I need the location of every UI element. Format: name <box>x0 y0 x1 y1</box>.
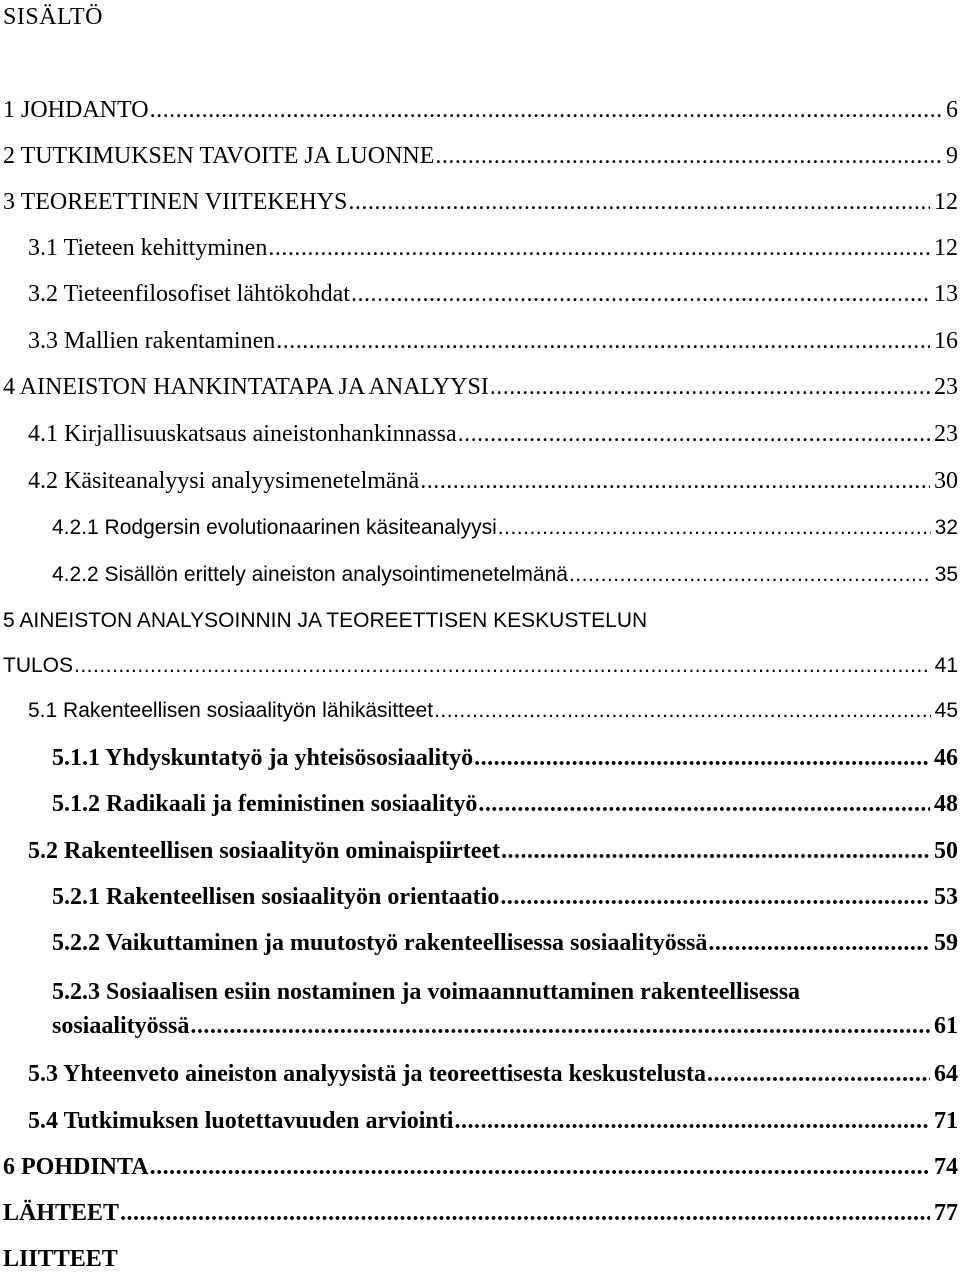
toc-entry-5-1[interactable] <box>28 695 958 727</box>
toc-entry-label: 5.2 Rakenteellisen sosiaalityön ominaispiirteet <box>28 838 500 864</box>
toc-entry-lahteet[interactable] <box>3 1197 958 1229</box>
toc-entry-1[interactable] <box>3 94 958 126</box>
toc-entry-5[interactable] <box>3 605 958 682</box>
dot-leader <box>501 835 930 867</box>
toc-entry-page: 77 <box>934 1200 958 1226</box>
toc-entry-4-2-1[interactable] <box>52 512 958 544</box>
dot-leader <box>276 325 930 357</box>
toc-entry-label: 5.1.1 Yhdyskuntatyö ja yhteisösosiaalityö <box>52 745 474 771</box>
toc-entry-5-4[interactable] <box>28 1105 958 1137</box>
toc-entry-5-3[interactable] <box>28 1058 958 1090</box>
toc-entry-page: 48 <box>934 791 958 817</box>
toc-entry-page: 13 <box>934 281 958 307</box>
toc-entry-label: 3 TEOREETTINEN VIITEKEHYS <box>3 189 348 215</box>
toc-entry-label: 5.3 Yhteenveto aineiston analyysistä ja teoreettisesta keskustelusta <box>28 1061 706 1087</box>
dot-leader <box>348 186 930 218</box>
toc-entry-label: 5.2.1 Rakenteellisen sosiaalityön orientaatio <box>52 884 500 910</box>
toc-entry-3-1[interactable] <box>28 232 958 264</box>
toc-entry-4[interactable] <box>3 371 958 403</box>
toc-entry-label: 3.1 Tieteen kehittyminen <box>28 235 268 261</box>
toc-entry-page: 23 <box>934 374 958 400</box>
toc-entry-label: 5.2.2 Vaikuttaminen ja muutostyö rakenteellisessa sosiaalityössä <box>52 930 708 956</box>
toc-entry-page: 30 <box>934 468 958 494</box>
toc-entry-3-2[interactable] <box>28 278 958 310</box>
toc-entry-5-2-2[interactable] <box>52 927 958 959</box>
toc-entry-page: 23 <box>934 421 958 447</box>
toc-entry-4-1[interactable] <box>28 418 958 450</box>
toc-entry-3[interactable] <box>3 186 958 218</box>
toc-entry-page: 64 <box>934 1061 958 1087</box>
dot-leader <box>498 512 931 544</box>
toc-entry-label: 3.3 Mallien rakentaminen <box>28 328 276 354</box>
toc-entry-label: 4 AINEISTON HANKINTATAPA JA ANALYYSI <box>3 374 489 400</box>
toc-entry-label: 4.1 Kirjallisuuskatsaus aineistonhankinnassa <box>28 421 457 447</box>
dot-leader <box>420 465 930 497</box>
toc-entry-label: 5.1.2 Radikaali ja feministinen sosiaalityö <box>52 791 478 817</box>
dot-leader <box>190 1010 930 1042</box>
dot-leader <box>268 232 930 264</box>
toc-entry-5-2-1[interactable] <box>52 881 958 913</box>
toc-heading: SISÄLTÖ <box>3 4 103 30</box>
dot-leader <box>150 1151 930 1183</box>
toc-entry-6[interactable] <box>3 1151 958 1183</box>
toc-entry-page: 35 <box>934 563 958 586</box>
toc-entry-page: 46 <box>934 745 958 771</box>
toc-entry-label: TULOS <box>3 654 74 677</box>
dot-leader <box>454 1105 930 1137</box>
toc-entry-page: 12 <box>934 189 958 215</box>
toc-entry-page: 50 <box>934 838 958 864</box>
dot-leader <box>120 1197 930 1229</box>
toc-entry-label: 2 TUTKIMUKSEN TAVOITE JA LUONNE <box>3 143 435 169</box>
toc-entry-label: LIITTEET <box>3 1246 118 1272</box>
toc-entry-page: 59 <box>934 930 958 956</box>
toc-entry-page: 45 <box>934 699 958 722</box>
toc-entry-page: 53 <box>934 884 958 910</box>
toc-entry-4-2-2[interactable] <box>52 559 958 591</box>
toc-entry-label: 3.2 Tieteenfilosofiset lähtökohdat <box>28 281 350 307</box>
toc-entry-page: 41 <box>934 654 958 677</box>
toc-entry-label: sosiaalityössä <box>52 1013 190 1039</box>
toc-entry-label: LÄHTEET <box>3 1200 120 1226</box>
toc-entry-5-2[interactable] <box>28 835 958 867</box>
toc-entry-page: 71 <box>934 1108 958 1134</box>
toc-entry-5-2-3[interactable] <box>52 976 958 1042</box>
toc-entry-5-1-1[interactable] <box>52 742 958 774</box>
dot-leader <box>478 788 930 820</box>
toc-entry-page: 74 <box>934 1154 958 1180</box>
toc-entry-label: 5.1 Rakenteellisen sosiaalityön lähikäsitteet <box>28 699 434 722</box>
toc-entry-4-2[interactable] <box>28 465 958 497</box>
toc-entry-label: 6 POHDINTA <box>3 1154 149 1180</box>
dot-leader <box>458 418 930 450</box>
toc-entry-liitteet[interactable] <box>3 1243 958 1275</box>
toc-entry-label: 5.4 Tutkimuksen luotettavuuden arviointi <box>28 1108 454 1134</box>
toc-entry-page: 61 <box>934 1013 958 1039</box>
toc-entry-label: 4.2 Käsiteanalyysi analyysimenetelmänä <box>28 468 420 494</box>
dot-leader <box>435 140 942 172</box>
toc-entry-label: 1 JOHDANTO <box>3 97 149 123</box>
toc-entry-label-line1: 5.2.3 Sosiaalisen esiin nostaminen ja voimaannuttaminen rakenteellisessa <box>52 979 801 1005</box>
dot-leader <box>707 1058 930 1090</box>
toc-entry-5-1-2[interactable] <box>52 788 958 820</box>
dot-leader <box>150 94 942 126</box>
toc-entry-page: 12 <box>934 235 958 261</box>
toc-entry-page: 9 <box>946 143 958 169</box>
dot-leader <box>569 559 931 591</box>
dot-leader <box>500 881 930 913</box>
toc-entry-page: 32 <box>934 516 958 539</box>
toc-entry-3-3[interactable] <box>28 325 958 357</box>
toc-entry-2[interactable] <box>3 140 958 172</box>
dot-leader <box>74 650 931 682</box>
dot-leader <box>708 927 930 959</box>
toc-entry-page: 16 <box>934 328 958 354</box>
toc-entry-label: 4.2.2 Sisällön erittely aineiston analysointimenetelmänä <box>52 563 568 586</box>
dot-leader <box>351 278 930 310</box>
toc-entry-label-line1: 5 AINEISTON ANALYSOINNIN JA TEOREETTISEN KESKUSTELUN <box>3 609 648 632</box>
dot-leader <box>490 371 930 403</box>
toc-entry-page: 6 <box>946 97 958 123</box>
dot-leader <box>434 695 931 727</box>
dot-leader <box>474 742 930 774</box>
toc-entry-label: 4.2.1 Rodgersin evolutionaarinen käsiteanalyysi <box>52 516 497 539</box>
